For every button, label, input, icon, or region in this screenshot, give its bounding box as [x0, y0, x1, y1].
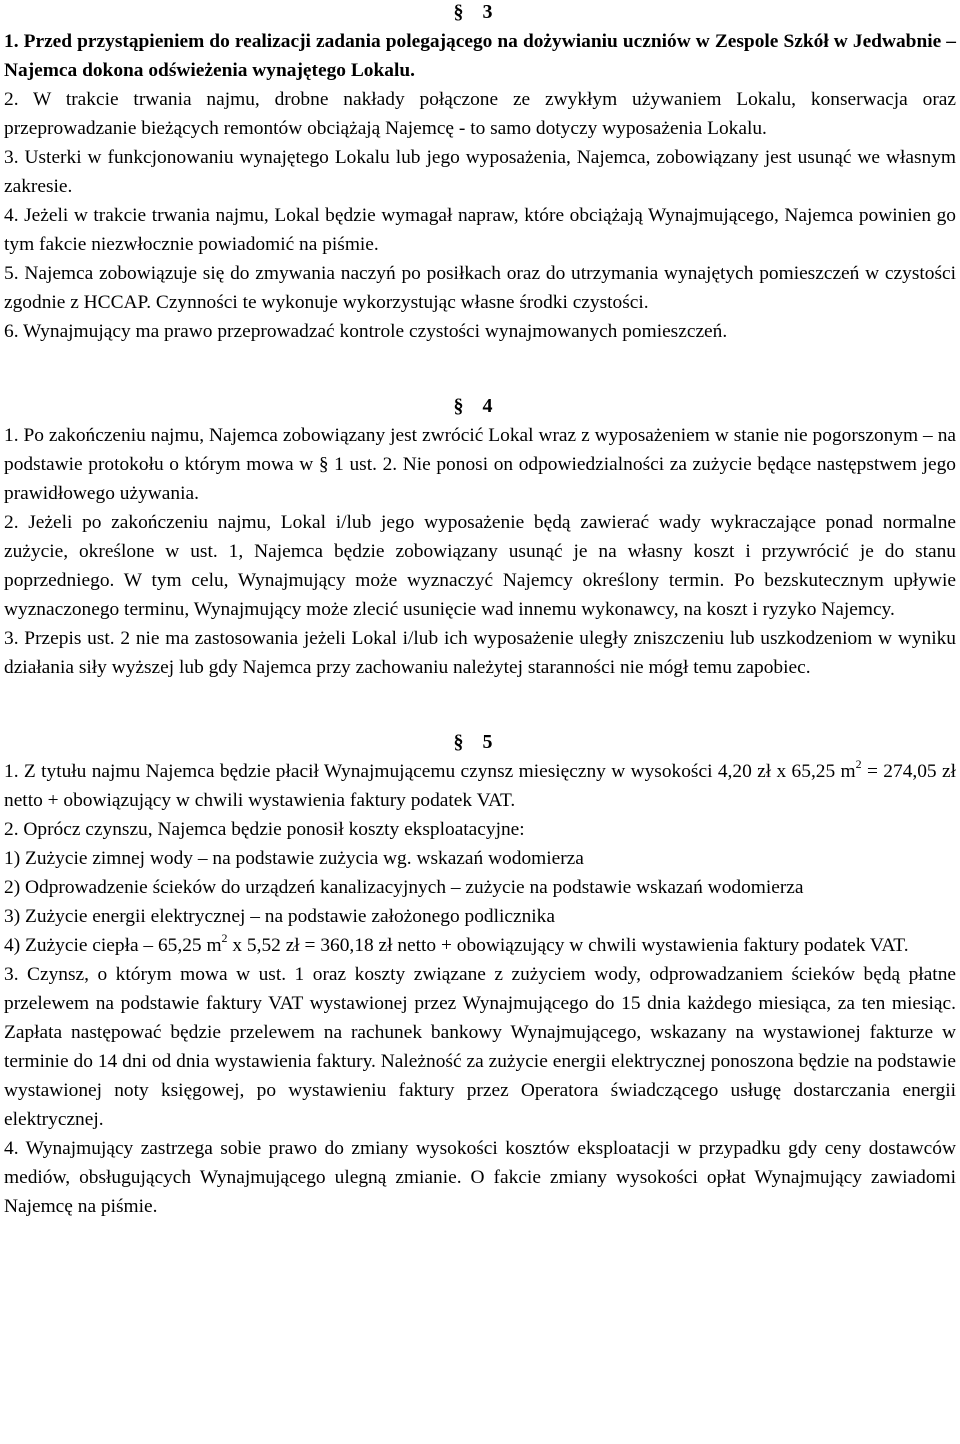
section-number: 4 — [482, 395, 493, 417]
paragraph-5-1-text-a: 1. Z tytułu najmu Najemca będzie płacił Wynajmującemu czynsz miesięczny w wysokości 4,20 zł x 65,25 m — [4, 761, 856, 782]
list-item-5-2-4-text-b: x 5,52 zł = 360,18 zł netto + obowiązujący w chwili wystawienia faktury podatek VAT. — [227, 935, 909, 956]
list-item-5-2-4 — [4, 931, 956, 960]
section-heading-5 — [4, 728, 956, 757]
section-number: 3 — [482, 1, 493, 23]
superscript-squared: 2 — [855, 757, 862, 771]
section-sign: § — [453, 395, 464, 417]
paragraph-3-3: 3. Usterki w funkcjonowaniu wynajętego Lokalu lub jego wyposażenia, Najemca, zobowiązany jest usunąć we własnym zakresie. — [4, 147, 956, 197]
section-gap — [4, 346, 956, 392]
list-item-5-2-2: 2) Odprowadzenie ścieków do urządzeń kanalizacyjnych – zużycie na podstawie wskazań wodomierza — [4, 877, 804, 898]
paragraph-3-1: 1. Przed przystąpieniem do realizacji zadania polegającego na dożywianiu uczniów w Zespole Szkół w Jedwabnie – Najemca dokona odświeżenia wynajętego Lokalu. — [4, 31, 956, 81]
superscript-squared: 2 — [221, 931, 228, 945]
paragraph-4-1: 1. Po zakończeniu najmu, Najemca zobowiązany jest zwrócić Lokal wraz z wyposażeniem w stanie nie pogorszonym – na podstawie protokołu o którym mowa w § 1 ust. 2. Nie ponosi on odpowiedzialności za zużycie będące następstwem jego prawidłowego używania. — [4, 425, 956, 504]
paragraph-3-6: 6. Wynajmujący ma prawo przeprowadzać kontrole czystości wynajmowanych pomieszczeń. — [4, 321, 728, 342]
paragraph-5-4: 4. Wynajmujący zastrzega sobie prawo do zmiany wysokości kosztów eksploatacji w przypadku gdy ceny dostawców mediów, obsługujących Wynajmującego ulegną zmianie. O fakcie zmiany wysokości opłat Wynajmujący zawiadomi Najemcę na piśmie. — [4, 1138, 956, 1217]
paragraph-3-5: 5. Najemca zobowiązuje się do zmywania naczyń po posiłkach oraz do utrzymania wynajętych pomieszczeń w czystości zgodnie z HCCAP. Czynności te wykonuje wykorzystując własne środki czystości. — [4, 263, 956, 313]
paragraph-5-3: 3. Czynsz, o którym mowa w ust. 1 oraz koszty związane z zużyciem wody, odprowadzaniem ścieków będą płatne przelewem na podstawie faktury VAT wystawionej przez Wynajmującego do 15 dnia każdego miesiąca, za ten miesiąc. Zapłata następować będzie przelewem na rachunek bankowy Wynajmującego, wskazany na wystawionej fakturze w terminie do 14 dni od dnia wystawienia faktury. Należność za zużycie energii elektrycznej ponoszona będzie na podstawie wystawionej noty księgowej, po wystawieniu faktury przez Operatora świadczącego usługę dostarczania energii elektrycznej. — [4, 964, 956, 1130]
list-item-5-2-3: 3) Zużycie energii elektrycznej – na podstawie założonego podlicznika — [4, 906, 555, 927]
section-heading-3 — [4, 0, 956, 27]
section-gap — [4, 682, 956, 728]
list-item-5-2-1: 1) Zużycie zimnej wody – na podstawie zużycia wg. wskazań wodomierza — [4, 848, 584, 869]
section-heading-4 — [4, 392, 956, 421]
section-sign: § — [453, 1, 464, 23]
list-item-5-2-4-text-a: 4) Zużycie ciepła – 65,25 m — [4, 935, 222, 956]
paragraph-5-1-text-b: = 274,05 zł netto + obowiązujący w chwili wystawienia faktury podatek VAT. — [4, 761, 956, 811]
paragraph-3-2: 2. W trakcie trwania najmu, drobne nakłady połączone ze zwykłym używaniem Lokalu, konserwacja oraz przeprowadzanie bieżących remontów obciążają Najemcę - to samo dotyczy wyposażenia Lokalu. — [4, 89, 956, 139]
paragraph-4-3: 3. Przepis ust. 2 nie ma zastosowania jeżeli Lokal i/lub ich wyposażenie uległy zniszczeniu lub uszkodzeniom w wyniku działania siły wyższej lub gdy Najemca przy zachowaniu należytej staranności nie mógł temu zapobiec. — [4, 628, 956, 678]
section-number: 5 — [482, 731, 493, 753]
document-page — [4, 0, 956, 1221]
paragraph-4-2: 2. Jeżeli po zakończeniu najmu, Lokal i/lub jego wyposażenie będą zawierać wady wykraczające ponad normalne zużycie, określone w ust. 1, Najemca będzie zobowiązany usunąć je na własny koszt i przywrócić je do stanu poprzedniego. W tym celu, Wynajmujący może wyznaczyć Najemcy określony termin. Po bezskutecznym upływie wyznaczonego terminu, Wynajmujący może zlecić usunięcie wad innemu wykonawcy, na koszt i ryzyko Najemcy. — [4, 512, 956, 620]
paragraph-5-2: 2. Oprócz czynszu, Najemca będzie ponosił koszty eksploatacyjne: — [4, 819, 525, 840]
section-sign: § — [453, 731, 464, 753]
paragraph-3-4: 4. Jeżeli w trakcie trwania najmu, Lokal będzie wymagał napraw, które obciążają Wynajmującego, Najemca powinien go tym fakcie niezwłocznie powiadomić na piśmie. — [4, 205, 956, 255]
paragraph-5-1 — [4, 757, 956, 815]
